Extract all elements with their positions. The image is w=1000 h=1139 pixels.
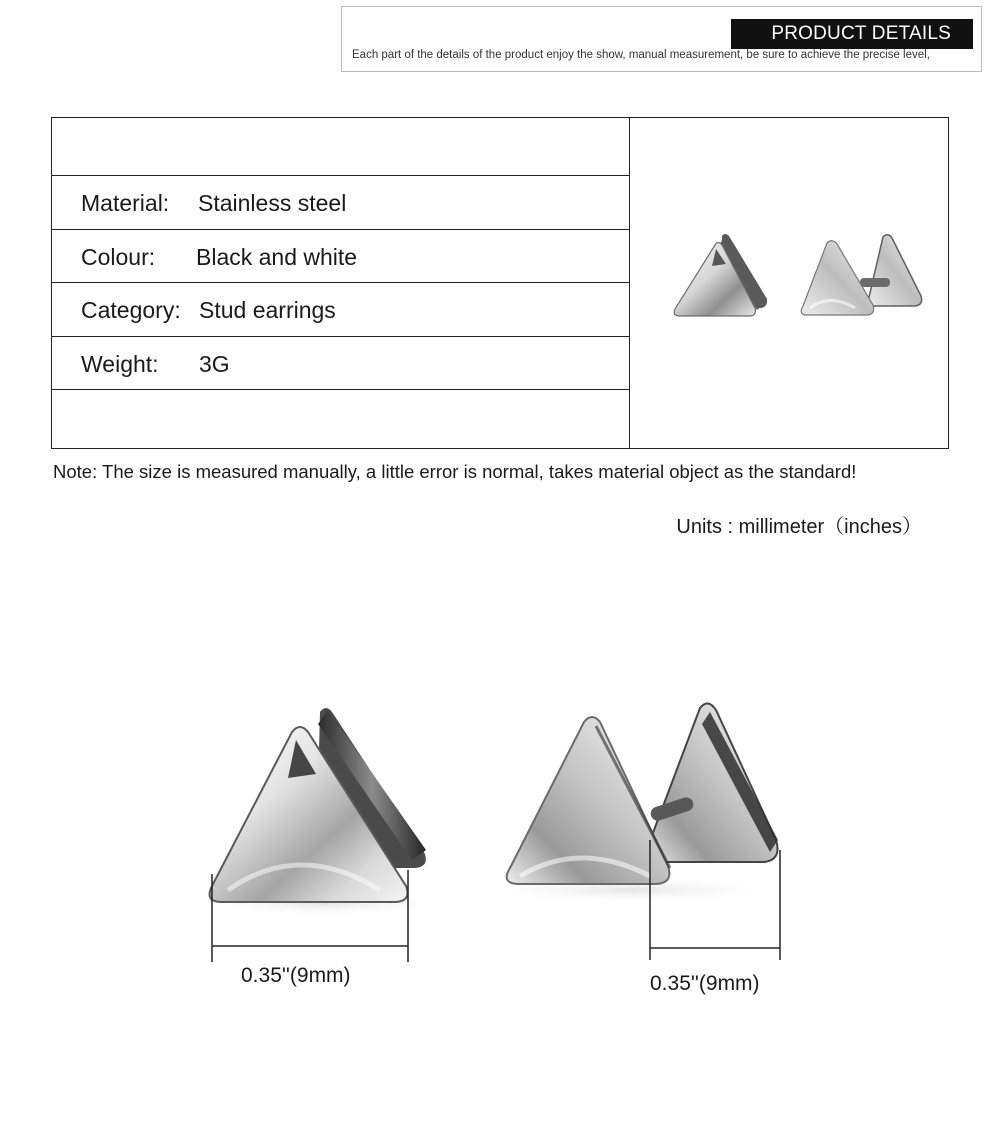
spec-value: Black and white [196, 244, 358, 270]
measurement-note: Note: The size is measured manually, a little error is normal, takes material object as the standard! [53, 461, 857, 482]
spec-row-category [52, 283, 629, 337]
spec-label: Colour: [81, 244, 156, 270]
spec-value: Stud earrings [199, 297, 336, 323]
units-label: Units : millimeter（inches） [676, 516, 922, 538]
left-dimension-label: 0.35''(9mm) [241, 964, 351, 987]
header-title: PRODUCT DETAILS [731, 19, 973, 49]
spec-row-material [52, 176, 629, 230]
spec-table [51, 117, 949, 449]
spec-row-colour [52, 230, 629, 283]
spec-value: Stainless steel [198, 190, 347, 216]
earring-thumbnail [630, 118, 948, 448]
spec-label: Category: [81, 297, 181, 323]
header-subtitle: Each part of the details of the product enjoy the show, manual measurement, be sure to achieve the precise level, [352, 49, 930, 61]
right-dimension-label: 0.35''(9mm) [650, 972, 760, 995]
spec-row-blank-top [52, 118, 629, 176]
spec-column [52, 118, 630, 448]
spec-label: Material: [81, 190, 170, 216]
spec-value: 3G [199, 351, 230, 377]
spec-row-weight [52, 337, 629, 390]
product-details-header [341, 6, 982, 72]
spec-label: Weight: [81, 351, 159, 377]
earring-thumbnail-image [630, 118, 948, 448]
